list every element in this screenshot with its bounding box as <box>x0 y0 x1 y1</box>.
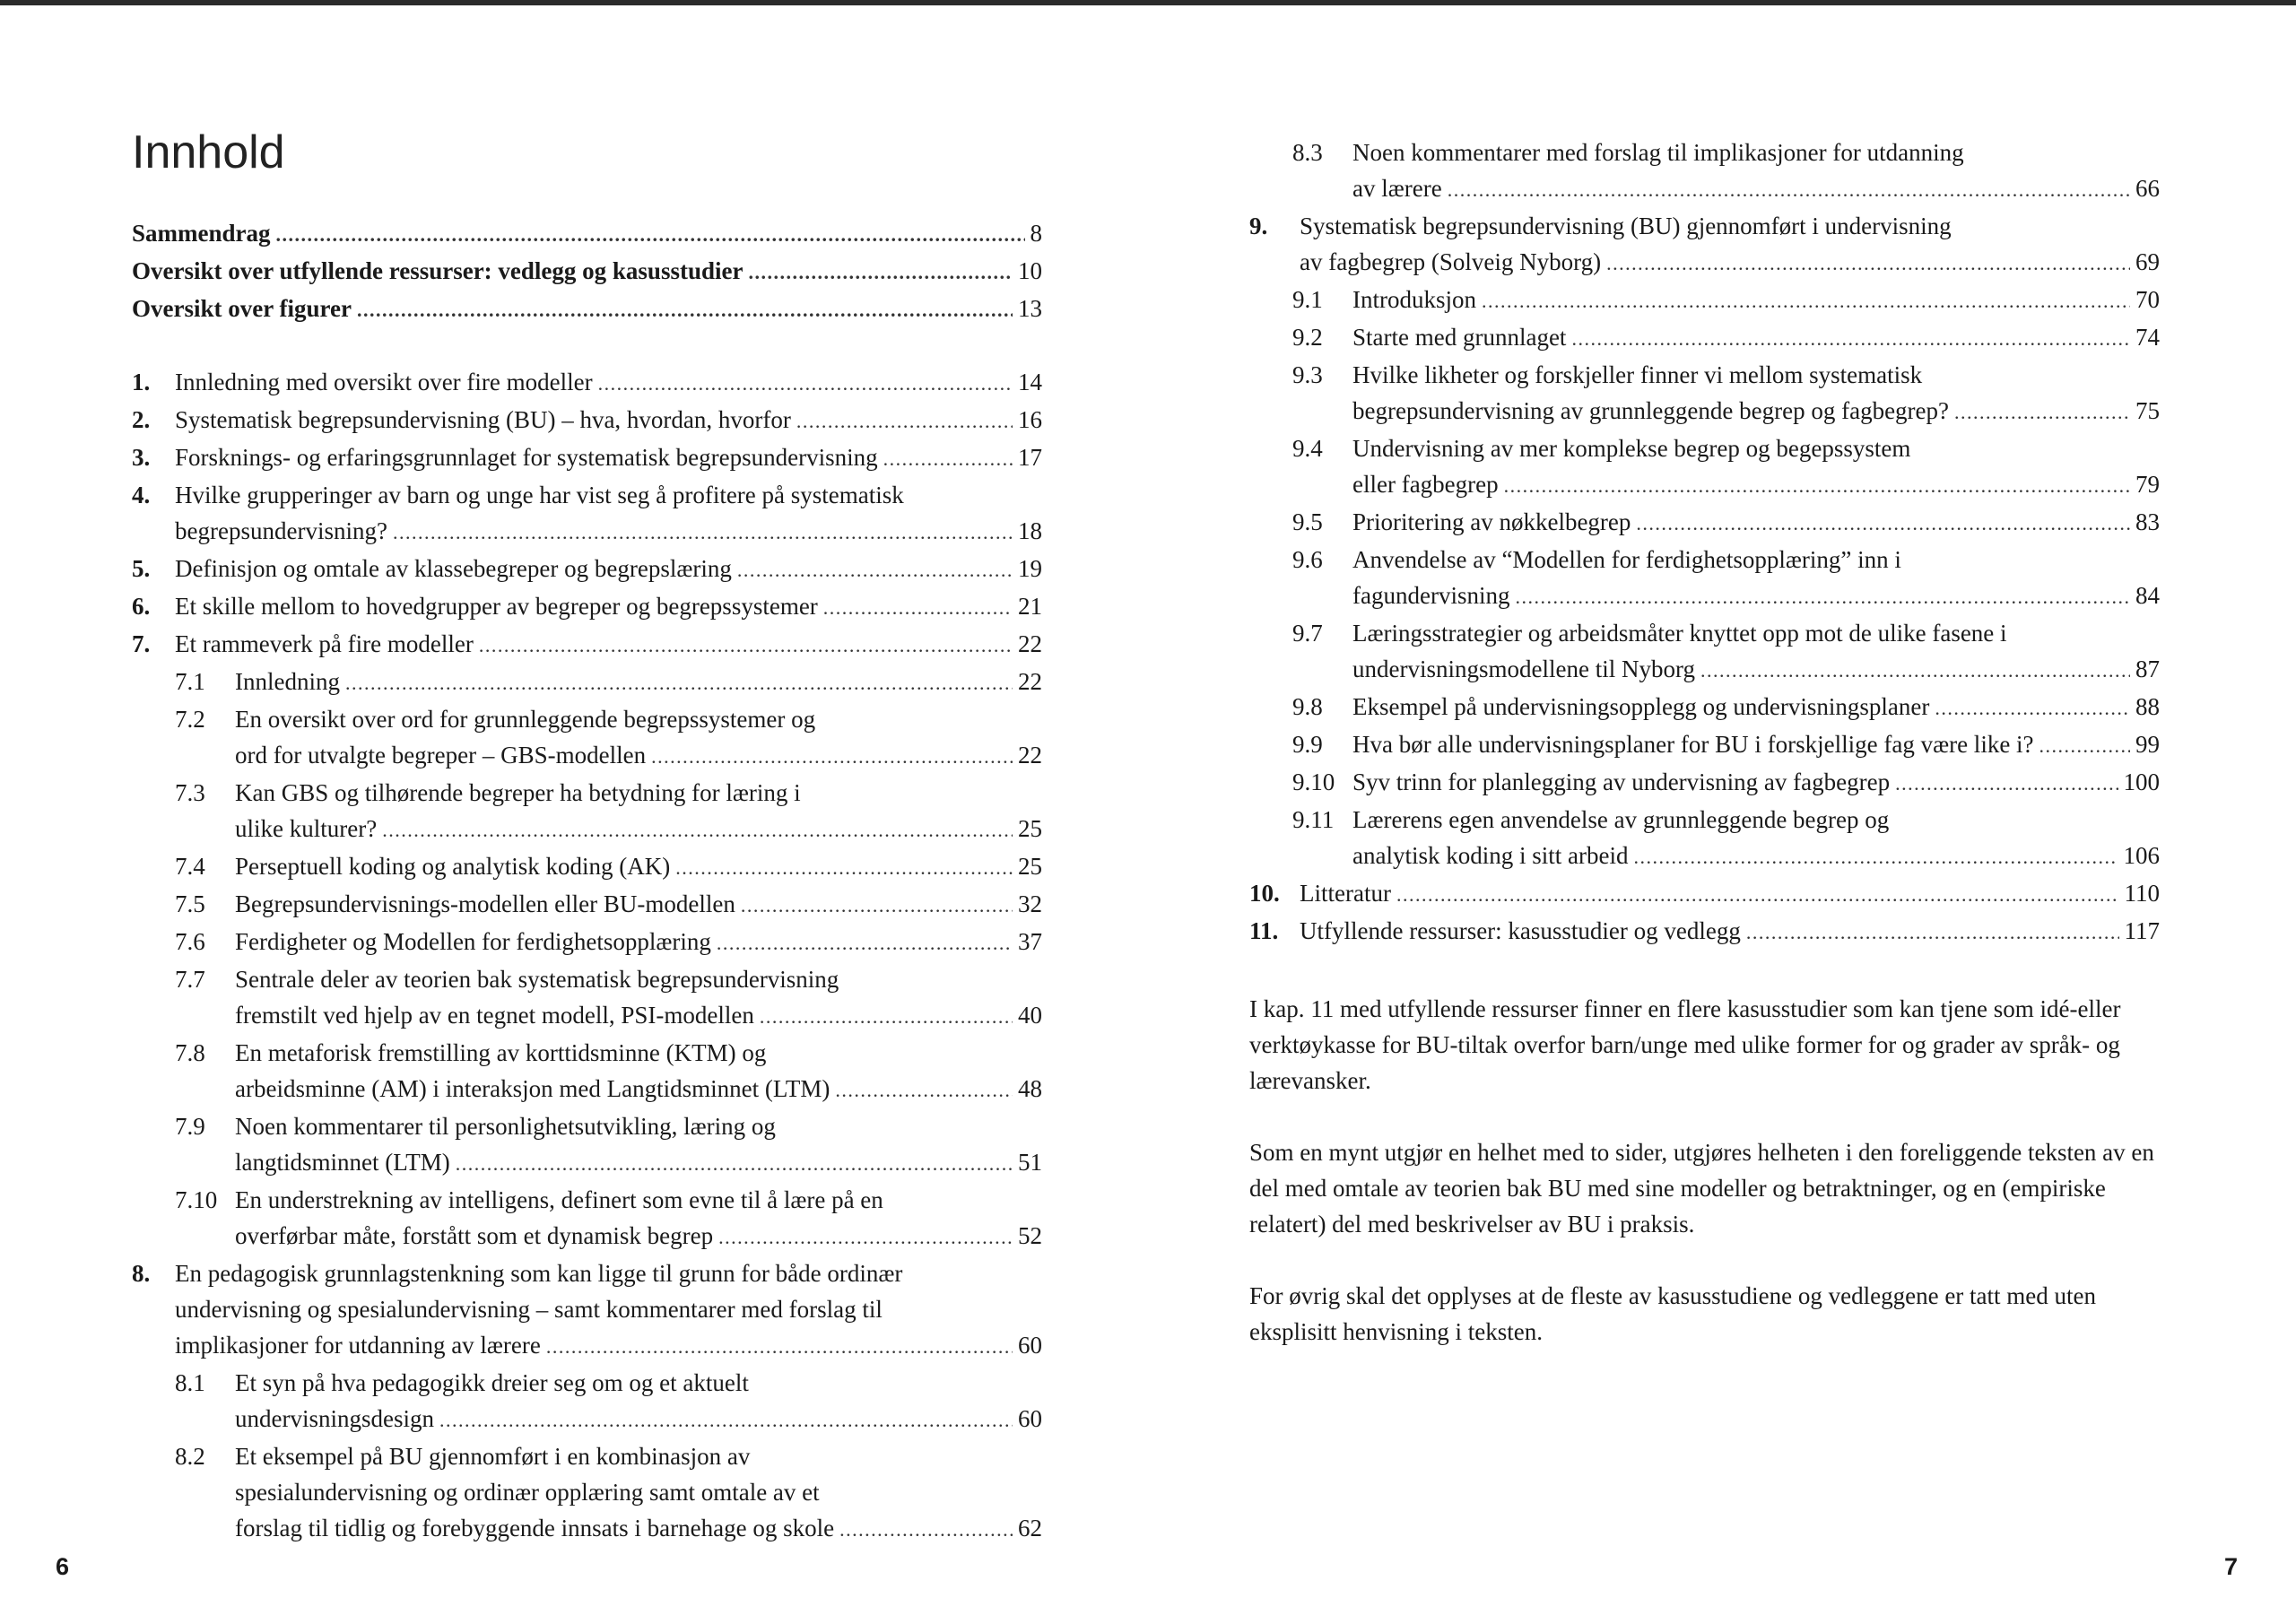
toc-entry-page: 66 <box>2135 175 2160 202</box>
toc-entry <box>132 1365 1042 1438</box>
toc-entry-title: Noen kommentarer med forslag til implikasjoner for utdanning <box>1352 139 1964 166</box>
toc-entry-page: 17 <box>1018 444 1042 471</box>
toc-entry-page: 13 <box>1018 295 1042 322</box>
dot-leader <box>1700 651 2130 689</box>
dot-leader <box>737 551 1013 588</box>
toc-entry <box>1249 615 2160 689</box>
toc-entry-page: 40 <box>1018 1002 1042 1029</box>
toc-entry-number: 10. <box>1249 880 1280 907</box>
toc-entry <box>132 215 1042 253</box>
toc-entry <box>132 924 1042 961</box>
toc-entry <box>132 775 1042 848</box>
toc-right-column <box>1249 135 2160 951</box>
toc-entry-page: 52 <box>1018 1222 1042 1249</box>
page-number-right: 7 <box>2224 1553 2239 1580</box>
dot-leader <box>1633 838 2118 875</box>
toc-entry-title: Innledning med oversikt over fire modeller <box>175 369 593 395</box>
toc-entry-number: 8.1 <box>175 1369 205 1396</box>
toc-entry-title: arbeidsminne (AM) i interaksjon med Langtidsminnet (LTM) <box>235 1075 831 1102</box>
toc-entry-title: ord for utvalgte begreper – GBS-modellen <box>235 742 647 769</box>
toc-entry-title: Anvendelse av “Modellen for ferdighetsopplæring” inn i <box>1352 546 1901 573</box>
toc-entry-title: av fagbegrep (Solveig Nyborg) <box>1300 248 1602 275</box>
toc-entry-number: 8. <box>132 1260 151 1287</box>
dot-leader <box>456 1144 1013 1182</box>
toc-entry-page: 10 <box>1018 257 1042 284</box>
toc-entry-number: 7.7 <box>175 966 205 993</box>
dot-leader <box>1515 578 2130 615</box>
dot-leader <box>1746 913 2119 951</box>
toc-entry-title: undervisningsmodellene til Nyborg <box>1352 656 1695 682</box>
toc-entry-page: 70 <box>2135 286 2160 313</box>
toc-entry-number: 6. <box>132 593 151 620</box>
toc-entry-title: eller fagbegrep <box>1352 471 1499 498</box>
toc-entry-number: 7.10 <box>175 1186 218 1213</box>
toc-entry-title: fagundervisning <box>1352 582 1510 609</box>
toc-entry-number: 3. <box>132 444 151 471</box>
toc-entry-page: 21 <box>1018 593 1042 620</box>
dot-leader <box>796 402 1013 439</box>
toc-entry-number: 8.2 <box>175 1443 205 1470</box>
toc-entry-number: 8.3 <box>1292 139 1323 166</box>
toc-left-column <box>132 215 1042 1548</box>
dot-leader <box>835 1071 1013 1108</box>
toc-entry-page: 74 <box>2135 324 2160 351</box>
toc-entry-number: 9.1 <box>1292 286 1323 313</box>
toc-entry-page: 110 <box>2124 880 2160 907</box>
toc-entry-page: 37 <box>1018 928 1042 955</box>
dot-leader <box>2039 726 2130 764</box>
toc-entry-page: 16 <box>1018 406 1042 433</box>
toc-entry-number: 7. <box>132 630 151 657</box>
dot-leader <box>718 1218 1013 1255</box>
toc-entry <box>1249 802 2160 875</box>
dot-leader <box>883 439 1013 477</box>
toc-entry-page: 22 <box>1018 742 1042 769</box>
toc-entry-page: 62 <box>1018 1515 1042 1541</box>
toc-entry-title: Introduksjon <box>1352 286 1476 313</box>
dot-leader <box>1504 466 2130 504</box>
toc-entry-title: Et syn på hva pedagogikk dreier seg om og et aktuelt <box>235 1369 749 1396</box>
toc-entry <box>1249 504 2160 542</box>
dot-leader <box>1895 764 2118 802</box>
toc-entry-number: 11. <box>1249 917 1279 944</box>
toc-entry-number: 9.10 <box>1292 769 1335 795</box>
toc-entry <box>132 291 1042 328</box>
note-paragraph: For øvrig skal det opplyses at de fleste av kasusstudiene og vedleggene er tatt med uten eksplisitt henvisning i teksten. <box>1249 1282 2096 1345</box>
dot-leader <box>546 1327 1013 1365</box>
toc-entry-title: Læringsstrategier og arbeidsmåter knyttet opp mot de ulike fasene i <box>1352 620 2007 647</box>
toc-entry-title: Systematisk begrepsundervisning (BU) – hva, hvordan, hvorfor <box>175 406 791 433</box>
toc-entry <box>1249 319 2160 357</box>
toc-entry <box>1249 689 2160 726</box>
toc-entry-title: En understrekning av intelligens, definert som evne til å lære på en <box>235 1186 883 1213</box>
toc-entry-title: Et rammeverk på fire modeller <box>175 630 474 657</box>
toc-entry-title: begrepsundervisning? <box>175 517 387 544</box>
toc-entry-page: 48 <box>1018 1075 1042 1102</box>
toc-entry-title: Prioritering av nøkkelbegrep <box>1352 508 1631 535</box>
toc-entry-number: 7.8 <box>175 1039 205 1066</box>
toc-entry-number: 9.9 <box>1292 731 1323 758</box>
toc-entry-number: 7.1 <box>175 668 205 695</box>
toc-entry-number: 7.2 <box>175 706 205 733</box>
dot-leader <box>823 588 1013 626</box>
dot-leader <box>741 886 1013 924</box>
toc-entry-page: 25 <box>1018 815 1042 842</box>
toc-entry <box>1249 357 2160 430</box>
dot-leader <box>1571 319 2130 357</box>
toc-entry-page: 100 <box>2123 769 2160 795</box>
toc-entry-title: Kan GBS og tilhørende begreper ha betydning for læring i <box>235 779 801 806</box>
toc-entry-title: Et eksempel på BU gjennomført i en kombinasjon av <box>235 1443 751 1470</box>
dot-leader <box>760 997 1013 1035</box>
toc-entry-number: 9.5 <box>1292 508 1323 535</box>
toc-entry <box>1249 430 2160 504</box>
toc-entry-number: 7.3 <box>175 779 205 806</box>
dot-leader <box>598 364 1013 402</box>
toc-entry <box>1249 135 2160 208</box>
toc-entry <box>132 1108 1042 1182</box>
toc-entry <box>132 886 1042 924</box>
toc-entry-title: av lærere <box>1352 175 1442 202</box>
toc-entry-number: 7.4 <box>175 853 205 880</box>
toc-entry-page: 22 <box>1018 630 1042 657</box>
dot-leader <box>393 513 1013 551</box>
toc-entry-title: Sammendrag <box>132 220 271 247</box>
note-paragraph: I kap. 11 med utfyllende ressurser finner en flere kasusstudier som kan tjene som idé-eller verktøykasse for BU-tiltak overfor barn/unge med ulike former for og grader av språk- og lærevansker. <box>1249 995 2121 1094</box>
dot-leader <box>382 811 1013 848</box>
toc-entry-title: begrepsundervisning av grunnleggende begrep og fagbegrep? <box>1352 397 1950 424</box>
toc-entry <box>132 848 1042 886</box>
dot-leader <box>1636 504 2130 542</box>
toc-entry <box>1249 208 2160 282</box>
toc-entry-title: spesialundervisning og ordinær opplæring samt omtale av et <box>235 1479 820 1506</box>
toc-entry-title: Innledning <box>235 668 340 695</box>
toc-entry-title: Systematisk begrepsundervisning (BU) gjennomført i undervisning <box>1300 213 1952 239</box>
dot-leader <box>276 215 1025 253</box>
toc-entry-title: forslag til tidlig og forebyggende innsats i barnehage og skole <box>235 1515 835 1541</box>
toc-entry <box>132 551 1042 588</box>
dot-leader <box>1935 689 2130 726</box>
toc-entry-title: Ferdigheter og Modellen for ferdighetsopplæring <box>235 928 711 955</box>
toc-entry-page: 60 <box>1018 1405 1042 1432</box>
toc-entry-title: Hva bør alle undervisningsplaner for BU i forskjellige fag være like i? <box>1352 731 2034 758</box>
toc-entry-page: 84 <box>2135 582 2160 609</box>
toc-entry <box>132 439 1042 477</box>
toc-entry-page: 117 <box>2124 917 2160 944</box>
toc-entry-title: Sentrale deler av teorien bak systematisk begrepsundervisning <box>235 966 839 993</box>
toc-entry-number: 1. <box>132 369 151 395</box>
dot-leader <box>1448 170 2130 208</box>
toc-entry-page: 69 <box>2135 248 2160 275</box>
toc-entry-page: 14 <box>1018 369 1042 395</box>
toc-entry <box>132 961 1042 1035</box>
toc-entry <box>132 364 1042 402</box>
toc-entry-title: langtidsminnet (LTM) <box>235 1149 450 1176</box>
toc-entry-number: 4. <box>132 482 151 508</box>
toc-entry-page: 87 <box>2135 656 2160 682</box>
toc-entry-title: overførbar måte, forstått som et dynamisk begrep <box>235 1222 714 1249</box>
toc-entry-title: Forsknings- og erfaringsgrunnlaget for systematisk begrepsundervisning <box>175 444 878 471</box>
toc-entry-number: 7.6 <box>175 928 205 955</box>
toc-entry-page: 19 <box>1018 555 1042 582</box>
toc-entry-title: Noen kommentarer til personlighetsutvikling, læring og <box>235 1113 776 1140</box>
page-number-left: 6 <box>56 1553 70 1580</box>
page-title: Innhold <box>132 126 285 178</box>
toc-entry <box>132 1438 1042 1548</box>
toc-entry-title: Oversikt over utfyllende ressurser: vedlegg og kasusstudier <box>132 257 744 284</box>
dot-leader <box>1482 282 2130 319</box>
toc-entry <box>1249 542 2160 615</box>
toc-entry <box>132 626 1042 664</box>
toc-entry <box>132 588 1042 626</box>
dot-leader <box>651 737 1013 775</box>
toc-entry <box>132 402 1042 439</box>
toc-entry-title: Oversikt over figurer <box>132 295 352 322</box>
dot-leader <box>345 664 1013 701</box>
toc-entry-title: Hvilke grupperinger av barn og unge har vist seg å profitere på systematisk <box>175 482 904 508</box>
dot-leader <box>357 291 1013 328</box>
dot-leader <box>439 1401 1013 1438</box>
note-paragraph: Som en mynt utgjør en helhet med to sider, utgjøres helheten i den foreliggende teksten av en del med omtale av teorien bak BU med sine modeller og betraktninger, og en (empiriske relatert) del med beskrivelser av BU i praksis. <box>1249 1139 2154 1238</box>
toc-entry-page: 60 <box>1018 1332 1042 1359</box>
toc-entry <box>132 477 1042 551</box>
toc-entry <box>1249 764 2160 802</box>
toc-entry-number: 7.5 <box>175 890 205 917</box>
dot-leader <box>1396 875 2119 913</box>
toc-entry-title: fremstilt ved hjelp av en tegnet modell, PSI-modellen <box>235 1002 754 1029</box>
toc-entry-number: 5. <box>132 555 151 582</box>
toc-entry <box>132 253 1042 291</box>
toc-entry-page: 25 <box>1018 853 1042 880</box>
toc-entry-title: Lærerens egen anvendelse av grunnleggende begrep og <box>1352 806 1890 833</box>
toc-entry-page: 75 <box>2135 397 2160 424</box>
toc-entry-number: 9.7 <box>1292 620 1323 647</box>
toc-entry-title: Eksempel på undervisningsopplegg og undervisningsplaner <box>1352 693 1930 720</box>
toc-entry-number: 9.11 <box>1292 806 1335 833</box>
toc-entry-number: 9.2 <box>1292 324 1323 351</box>
toc-entry-title: Begrepsundervisnings-modellen eller BU-modellen <box>235 890 735 917</box>
toc-entry-page: 22 <box>1018 668 1042 695</box>
dot-leader <box>675 848 1013 886</box>
toc-entry-title: Litteratur <box>1300 880 1391 907</box>
toc-entry-page: 106 <box>2123 842 2160 869</box>
toc-entry-title: Syv trinn for planlegging av undervisning av fagbegrep <box>1352 769 1891 795</box>
top-border <box>0 0 2296 5</box>
toc-entry-title: Perseptuell koding og analytisk koding (AK) <box>235 853 671 880</box>
toc-entry <box>132 1255 1042 1365</box>
toc-entry-number: 2. <box>132 406 151 433</box>
toc-entry <box>1249 282 2160 319</box>
toc-entry-number: 9. <box>1249 213 1268 239</box>
toc-entry-number: 7.9 <box>175 1113 205 1140</box>
dot-leader <box>479 626 1013 664</box>
toc-entry-title: analytisk koding i sitt arbeid <box>1352 842 1629 869</box>
toc-entry <box>132 1035 1042 1108</box>
toc-entry-title: ulike kulturer? <box>235 815 378 842</box>
dot-leader <box>717 924 1013 961</box>
toc-entry-title: En pedagogisk grunnlagstenkning som kan ligge til grunn for både ordinær <box>175 1260 903 1287</box>
toc-entry-page: 83 <box>2135 508 2160 535</box>
toc-entry-title: Undervisning av mer komplekse begrep og begepssystem <box>1352 435 1911 462</box>
toc-entry-page: 99 <box>2135 731 2160 758</box>
toc-entry <box>132 1182 1042 1255</box>
toc-entry-page: 88 <box>2135 693 2160 720</box>
toc-entry-title: En metaforisk fremstilling av korttidsminne (KTM) og <box>235 1039 767 1066</box>
toc-entry-number: 9.8 <box>1292 693 1323 720</box>
toc-entry-page: 79 <box>2135 471 2160 498</box>
notes-section <box>1249 991 2164 1385</box>
toc-entry-page: 32 <box>1018 890 1042 917</box>
toc-entry-title: Utfyllende ressurser: kasusstudier og vedlegg <box>1300 917 1741 944</box>
toc-entry-title: undervisning og spesialundervisning – samt kommentarer med forslag til <box>175 1296 883 1323</box>
dot-leader <box>1954 393 2130 430</box>
toc-entry-number: 9.4 <box>1292 435 1323 462</box>
dot-leader <box>839 1510 1013 1548</box>
toc-entry-number: 9.6 <box>1292 546 1323 573</box>
toc-entry <box>1249 726 2160 764</box>
toc-entry-title: Definisjon og omtale av klassebegreper og begrepslæring <box>175 555 732 582</box>
toc-entry-page: 18 <box>1018 517 1042 544</box>
toc-entry-page: 51 <box>1018 1149 1042 1176</box>
dot-leader <box>1606 244 2130 282</box>
toc-entry-title: Hvilke likheter og forskjeller finner vi mellom systematisk <box>1352 361 1923 388</box>
toc-entry-title: Starte med grunnlaget <box>1352 324 1567 351</box>
toc-entry <box>132 701 1042 775</box>
toc-entry-number: 9.3 <box>1292 361 1323 388</box>
toc-entry-title: implikasjoner for utdanning av lærere <box>175 1332 541 1359</box>
toc-entry-title: Et skille mellom to hovedgrupper av begreper og begrepssystemer <box>175 593 818 620</box>
toc-entry <box>1249 913 2160 951</box>
dot-leader <box>748 253 1013 291</box>
toc-entry-title: undervisningsdesign <box>235 1405 434 1432</box>
toc-entry-page: 8 <box>1030 220 1042 247</box>
toc-entry-title: En oversikt over ord for grunnleggende begrepssystemer og <box>235 706 816 733</box>
toc-entry <box>1249 875 2160 913</box>
toc-entry <box>132 664 1042 701</box>
